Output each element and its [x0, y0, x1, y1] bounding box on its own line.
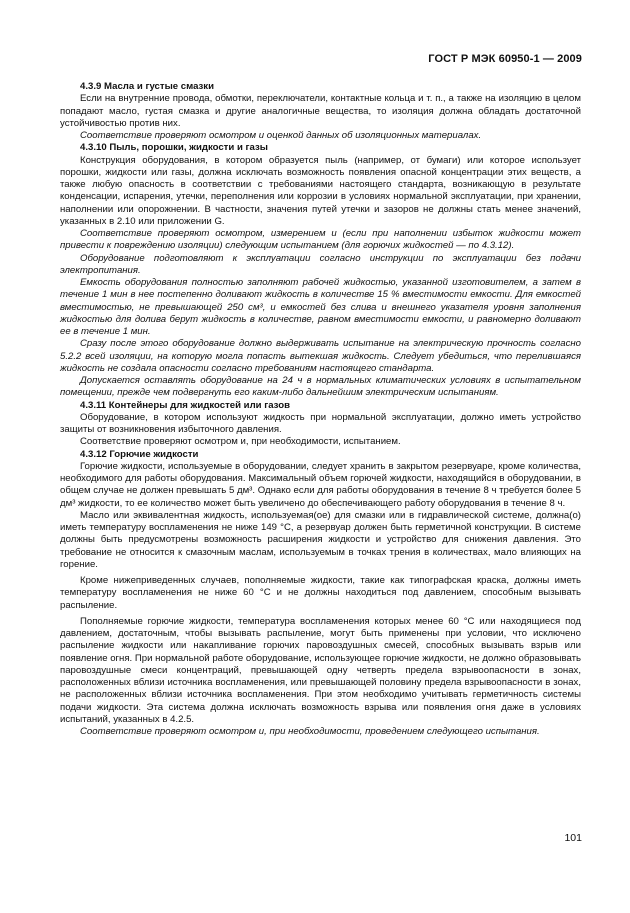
section-heading-4-3-11: 4.3.11 Контейнеры для жидкостей или газов [80, 399, 290, 411]
document-code-header: ГОСТ Р МЭК 60950-1 — 2009 [428, 53, 582, 65]
test-procedure-paragraph: Емкость оборудования полностью заполняют рабочей жидкостью, указанной изготовителем, а затем в течение 1 мин в нее постепенно доливают жидкость в количестве 15 % вместимости емкости. Для емкостей вместимостью, не превышающей 250 см³, и емкостей без слива и внешнего указателя уровня заполнения жидкостью для долива берут жидкость в количестве, равном вместимости емкости, и равномерно доливают ее в течение 1 мин. [60, 277, 581, 337]
page-number: 101 [564, 832, 582, 844]
paragraph: Горючие жидкости, используемые в оборудовании, следует хранить в закрытом резервуаре, кроме количества, необходимого для работы оборудования. Максимальный объем горючей жидкости, находящийся в оборудовании, в общем случае не должен превышать 5 дм³. Однако если для работы оборудования в течение 8 ч требуется более 5 дм³ жидкости, то ее количество может быть увеличено до обеспечивающего работу оборудования в течение 8 ч. [60, 460, 581, 509]
test-procedure-paragraph: Оборудование подготовляют к эксплуатации согласно инструкции по эксплуатации без подачи электропитания. [60, 252, 581, 276]
test-procedure-paragraph: Сразу после этого оборудование должно выдерживать испытание на электрическую прочность согласно 5.2.2 всей изоляции, на которую могла попасть вытекшая жидкость. Следует убедиться, что перелившаяся жидкость не создала опасности согласно требованиям настоящего стандарта. [60, 338, 581, 374]
test-procedure-paragraph: Допускается оставлять оборудование на 24 ч в нормальных климатических условиях в испытательном помещении, прежде чем подвергнуть его каким-либо дальнейшим электрическим испытаниям. [60, 375, 581, 399]
compliance-note: Соответствие проверяют осмотром, измерением и (если при наполнении избыток жидкости может привести к повреждению изоляции) следующим испытанием (для горючих жидкостей — по 4.3.12). [60, 228, 581, 252]
paragraph: Оборудование, в котором используют жидкость при нормальной эксплуатации, должно иметь устройство защиты от возникновения избыточного давления. [60, 411, 581, 435]
body-text [60, 81, 581, 738]
paragraph: Пополняемые горючие жидкости, температура воспламенения которых менее 60 °С или находящиеся под давлением, достаточным, чтобы вызывать распыление, могут быть применены при условии, что исключено распыление жидкости или накапливание горючих паровоздушных смесей, способных вызывать взрыв или появление огня. При нормальной работе оборудование, использующее горючие жидкости, не должно образовывать паровоздушные смеси концентраций, превышающей одну четверть предела взрывоопасности в зонах, расположенных вблизи источника воспламенения, или превышающей половину предела взрывоопасности в зонах, не расположенных вблизи источника воспламенения. При этом необходимо учитывать герметичность системы подачи жидкости. Эта система должна исключать возможность взрыва или появления огня даже в условиях испытаний, указанных в 4.2.5. [60, 615, 581, 725]
paragraph: Если на внутренние провода, обмотки, переключатели, контактные кольца и т. п., а также на изоляцию в целом попадают масло, густая смазка и другие аналогичные вещества, то изоляция должна обладать достаточной устойчивостью против них. [60, 93, 581, 129]
section-heading-4-3-12: 4.3.12 Горючие жидкости [80, 448, 199, 460]
paragraph: Соответствие проверяют осмотром и, при необходимости, испытанием. [80, 436, 401, 448]
paragraph: Кроме нижеприведенных случаев, пополняемые жидкости, такие как типографская краска, должны иметь температуру воспламенения не ниже 60 °С и не должны находиться под давлением, способным вызывать распыление. [60, 575, 581, 611]
section-heading-4-3-10: 4.3.10 Пыль, порошки, жидкости и газы [80, 142, 268, 154]
paragraph: Масло или эквивалентная жидкость, используемая(ое) для смазки или в гидравлической системе, должна(о) иметь температуру воспламенения не ниже 149 °С, а резервуар должен быть герметичной конструкции. В системе должны быть предусмотрены возможность расширения жидкости и устройство для снижения давления. Это требование не относится к смазочным маслам, используемым в точках трения в количествах, мало влияющих на горение. [60, 509, 581, 570]
paragraph: Конструкция оборудования, в котором образуется пыль (например, от бумаги) или которое использует порошки, жидкости или газы, должна исключать возможность появления опасной концентрации этих веществ, а также любую опасность в соответствии с требованиями настоящего стандарта, возникающую в результате конденсации, испарения, утечки, переполнения или коррозии в условиях нормальной эксплуатации, при хранении, наполнении или опорожнении. В частности, значения путей утечки и зазоров не должны стать менее значений, указанных в 2.10 или приложении G. [60, 154, 581, 227]
compliance-note: Соответствие проверяют осмотром и, при необходимости, проведением следующего испытания. [80, 726, 540, 737]
compliance-note: Соответствие проверяют осмотром и оценкой данных об изоляционных материалах. [80, 130, 482, 141]
section-heading-4-3-9: 4.3.9 Масла и густые смазки [80, 81, 214, 92]
